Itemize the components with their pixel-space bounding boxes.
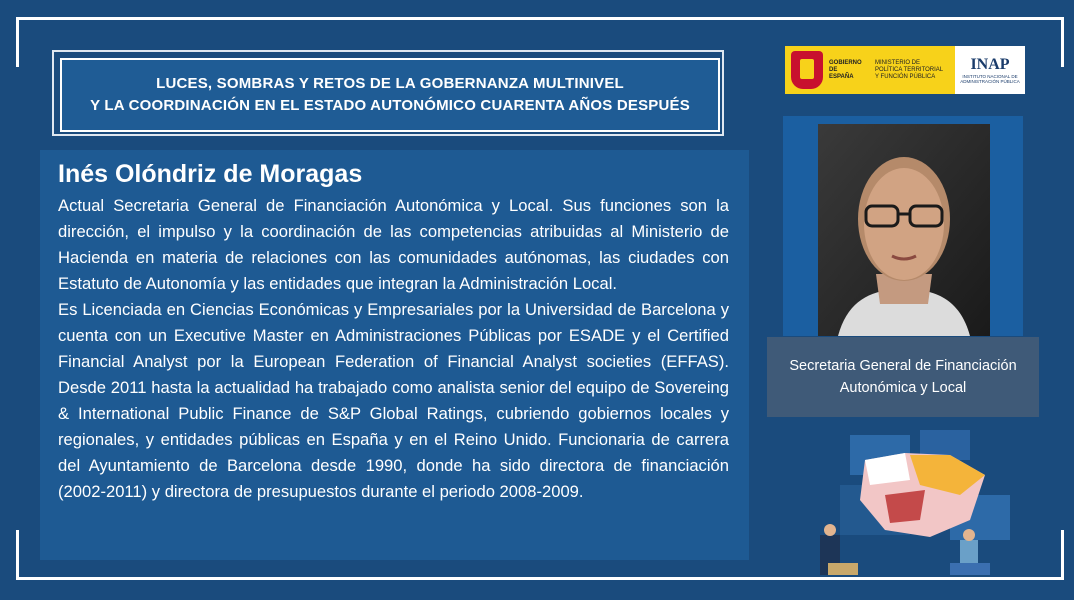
frame-left-line-bottom — [16, 530, 19, 580]
inap-title: INAP — [970, 56, 1010, 73]
inap-logo — [955, 56, 1025, 84]
frame-top-line — [16, 17, 1064, 20]
spain-crest-icon — [791, 51, 823, 89]
frame-right-line-bottom — [1061, 530, 1064, 580]
spain-map-illustration-icon — [810, 425, 1030, 577]
caption-line-2: Autonómica y Local — [839, 380, 967, 396]
bio-paragraph-2: Es Licenciada en Ciencias Económicas y Empresariales por la Universidad de Barcelona y cuenta con un Executive Master en Administraciones Públicas por ESADE y el Certified Financial Analyst por la European Federation of Financial Analyst societies (EFFAS). Desde 2011 hasta la actualidad ha trabajado como analista senior del equipo de Sovereing & International Public Finance de S&P Global Ratings, cubriendo gobiernos locales y regionales, y entidades públicas en España y en el Reino Unido. Funcionaria de carrera del Ayuntamiento de Barcelona desde 1990, donde ha sido directora de financiación (2002-2011) y directora de presupuestos durante el periodo 2008-2009. — [58, 300, 729, 501]
inap-subtitle: INSTITUTO NACIONAL DE ADMINISTRACIÓN PÚBLICA — [960, 74, 1020, 84]
sponsor-logos — [785, 46, 1025, 94]
decorative-illustration — [810, 425, 1030, 577]
speaker-name: Inés Olóndriz de Moragas — [58, 160, 363, 188]
caption-line-1: Secretaria General de Financiación — [789, 358, 1017, 374]
event-title-line-2: Y LA COORDINACIÓN EN EL ESTADO AUTONÓMICO CUARENTA AÑOS DESPUÉS — [90, 97, 690, 114]
event-title-banner — [60, 58, 720, 132]
photo-caption — [767, 337, 1039, 417]
speaker-portrait-icon — [818, 124, 990, 336]
frame-right-line — [1061, 17, 1064, 67]
bio-card — [40, 150, 749, 560]
gobierno-label: GOBIERNO DE ESPAÑA — [829, 59, 862, 80]
frame-bottom-line — [16, 577, 1064, 580]
event-title-line-1: LUCES, SOMBRAS Y RETOS DE LA GOBERNANZA MULTINIVEL — [156, 75, 624, 92]
speaker-photo — [818, 124, 990, 336]
bio-paragraph-1: Actual Secretaria General de Financiación Autonómica y Local. Sus funciones son la dirección, el impulso y la coordinación de las competencias atribuidas al Ministerio de Hacienda en materia de relaciones con las comunidades autónomas, las ciudades con Estatuto de Autonomía y las entidades que integran la Administración Local. — [58, 196, 729, 293]
gobierno-logo — [785, 46, 955, 94]
frame-left-line — [16, 17, 19, 67]
ministerio-label: MINISTERIO DE POLÍTICA TERRITORIAL Y FUNCIÓN PÚBLICA — [875, 59, 943, 80]
